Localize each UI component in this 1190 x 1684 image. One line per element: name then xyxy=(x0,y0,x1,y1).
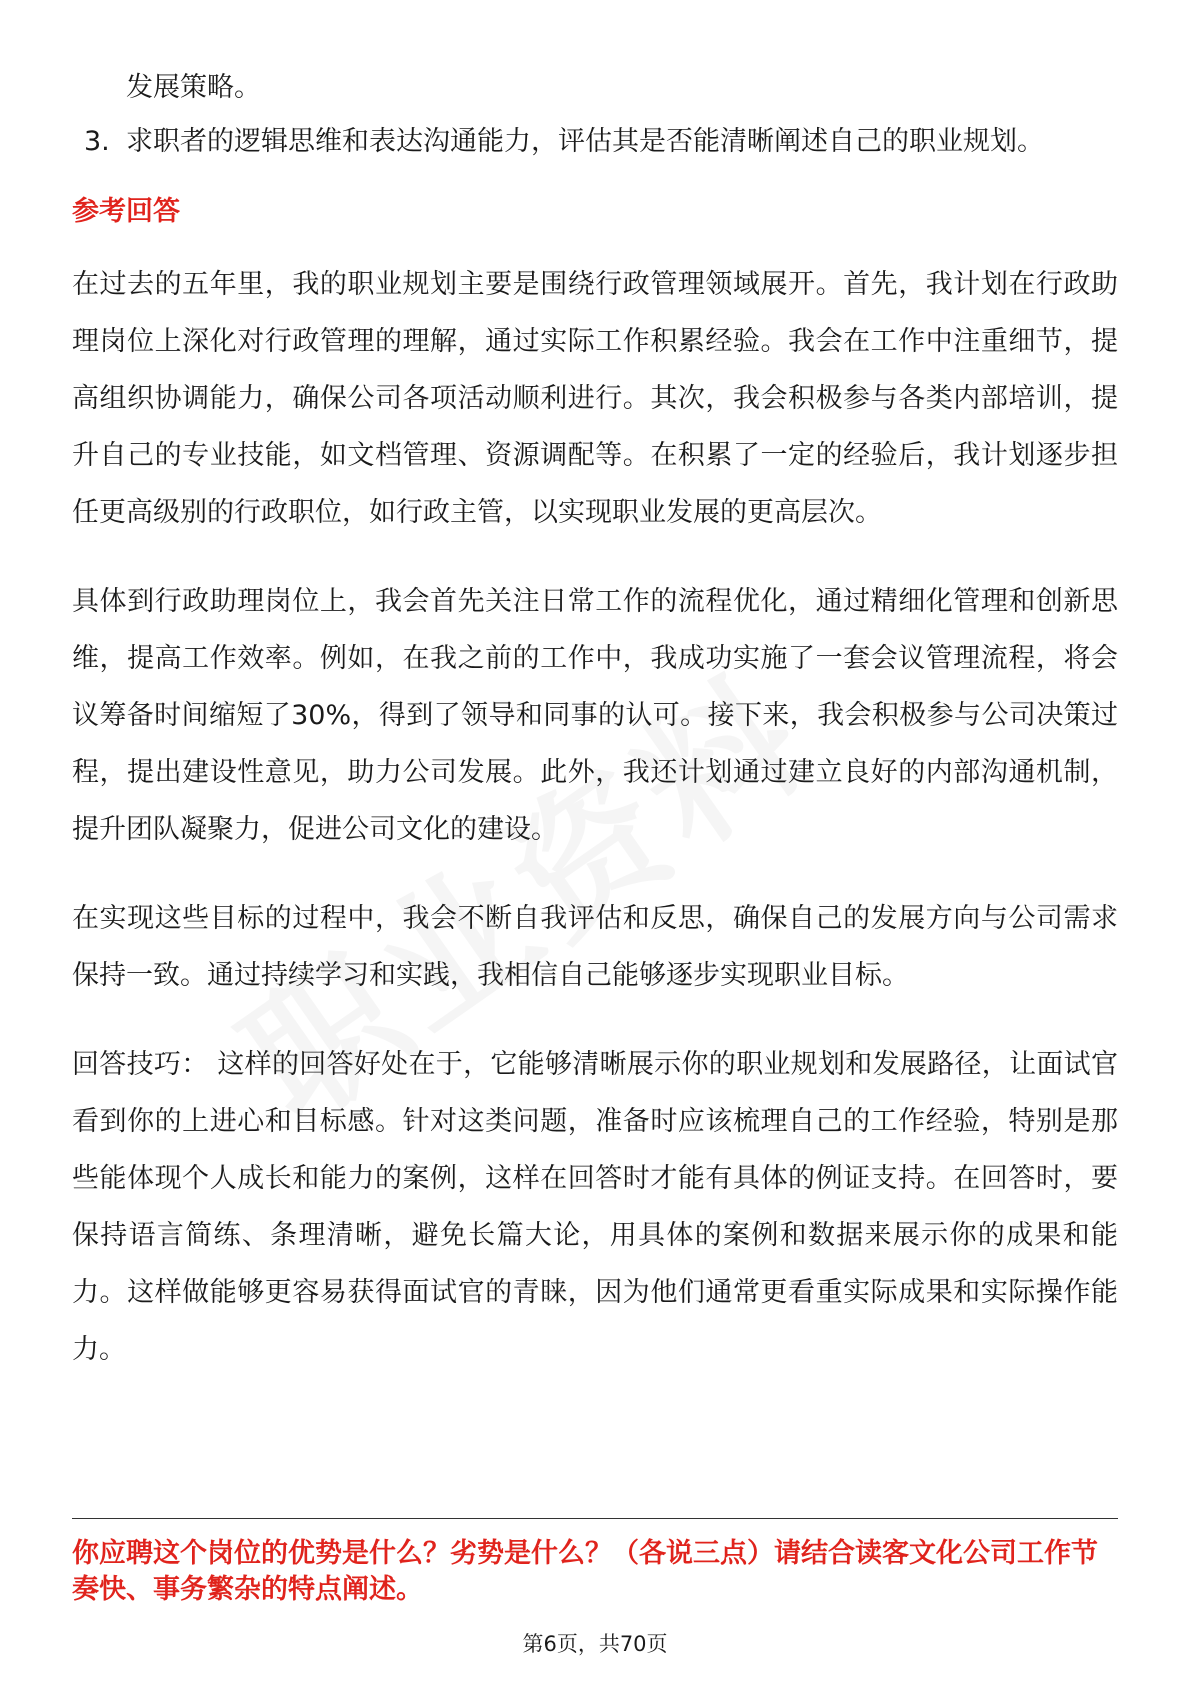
list-item-continuation: 发展策略。 xyxy=(126,72,261,103)
answer-paragraph-2: 具体到行政助理岗位上，我会首先关注日常工作的流程优化，通过精细化管理和创新思维，提高工作效率。例如，在我之前的工作中，我成功实施了一套会议管理流程，将会议筹备时间缩短了30%，得到了领导和同事的认可。接下来，我会积极参与公司决策过程，提出建设性意见，助力公司发展。此外，我还计划通过建立良好的内部沟通机制，提升团队凝聚力，促进公司文化的建设。 xyxy=(72,586,1118,845)
page-footer: 第6页，共70页 xyxy=(522,1632,668,1656)
list-item-number: 3. xyxy=(84,126,110,157)
reference-answer-heading: 参考回答 xyxy=(72,196,180,227)
list-item-text: 求职者的逻辑思维和表达沟通能力，评估其是否能清晰阐述自己的职业规划。 xyxy=(126,126,1044,157)
document-body xyxy=(72,68,1118,1378)
next-question-heading: 你应聘这个岗位的优势是什么？劣势是什么？（各说三点）请结合读客文化公司工作节奏快、事务繁杂的特点阐述。 xyxy=(72,1538,1098,1605)
answer-tips-paragraph: 回答技巧： 这样的回答好处在于，它能够清晰展示你的职业规划和发展路径，让面试官看到你的上进心和目标感。针对这类问题，准备时应该梳理自己的工作经验，特别是那些能体现个人成长和能力的案例，这样在回答时才能有具体的例证支持。在回答时，要保持语言简练、条理清晰，避免长篇大论，用具体的案例和数据来展示你的成果和能力。这样做能够更容易获得面试官的青睐，因为他们通常更看重实际成果和实际操作能力。 xyxy=(72,1049,1118,1365)
section-divider xyxy=(72,1518,1118,1519)
answer-paragraph-3: 在实现这些目标的过程中，我会不断自我评估和反思，确保自己的发展方向与公司需求保持一致。通过持续学习和实践，我相信自己能够逐步实现职业目标。 xyxy=(72,903,1118,991)
answer-paragraph-1: 在过去的五年里，我的职业规划主要是围绕行政管理领域展开。首先，我计划在行政助理岗位上深化对行政管理的理解，通过实际工作积累经验。我会在工作中注重细节，提高组织协调能力，确保公司各项活动顺利进行。其次，我会积极参与各类内部培训，提升自己的专业技能，如文档管理、资源调配等。在积累了一定的经验后，我计划逐步担任更高级别的行政职位，如行政主管，以实现职业发展的更高层次。 xyxy=(72,269,1118,528)
list-item xyxy=(72,122,1118,162)
